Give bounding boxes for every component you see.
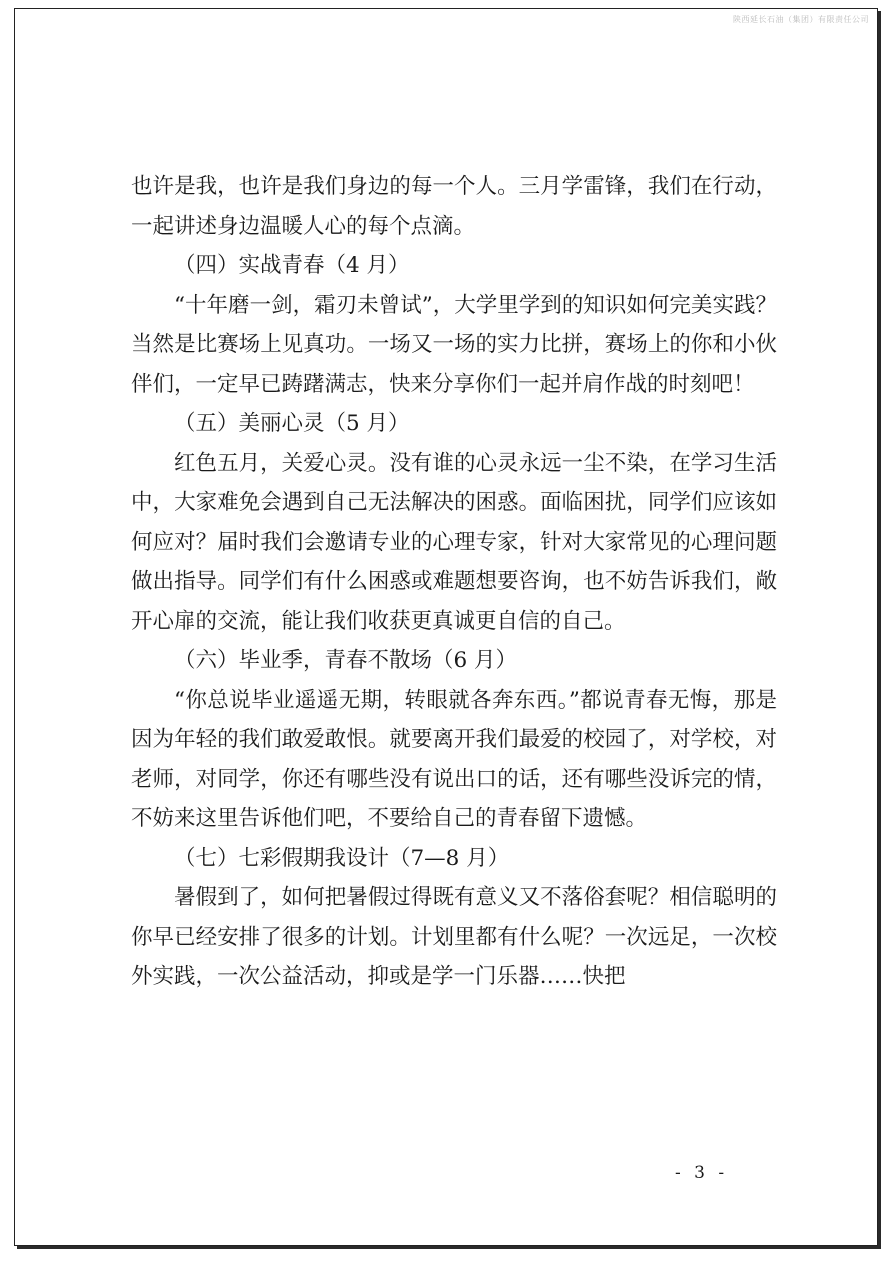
section-heading-7: （七）七彩假期我设计（7—8 月） <box>174 845 510 871</box>
paragraph-section-4: “十年磨一剑，霜刃未曾试”，大学里学到的知识如何完美实践？当然是比赛场上见真功。一场又一场的实力比拼，赛场上的你和小伙伴们，一定早已踌躇满志，快来分享你们一起并肩作战的时刻吧！ <box>131 292 777 397</box>
page-number: - 3 - <box>675 1163 729 1183</box>
paragraph-section-6: “你总说毕业遥遥无期，转眼就各奔东西。”都说青春无悔，那是因为年轻的我们敢爱敢恨。就要离开我们最爱的校园了，对学校，对老师，对同学，你还有哪些没有说出口的话，还有哪些没诉完的情，不妨来这里告诉他们吧，不要给自己的青春留下遗憾。 <box>131 687 777 831</box>
paragraph-section-7: 暑假到了，如何把暑假过得既有意义又不落俗套呢？相信聪明的你早已经安排了很多的计划。计划里都有什么呢？一次远足，一次校外实践，一次公益活动，抑或是学一门乐器……快把 <box>131 885 777 989</box>
paragraph-continuation: 也许是我，也许是我们身边的每一个人。三月学雷锋，我们在行动，一起讲述身边温暖人心的每个点滴。 <box>131 174 777 239</box>
section-heading-4: （四）实战青春（4 月） <box>174 253 410 278</box>
section-heading-5: （五）美丽心灵（5 月） <box>174 411 410 436</box>
document-body <box>131 167 777 997</box>
document-page <box>14 8 878 1246</box>
paragraph-section-5: 红色五月，关爱心灵。没有谁的心灵永远一尘不染，在学习生活中，大家难免会遇到自己无法解决的困惑。面临困扰，同学们应该如何应对？届时我们会邀请专业的心理专家，针对大家常见的心理问题做出指导。同学们有什么困惑或难题想要咨询，也不妨告诉我们，敞开心扉的交流，能让我们收获更真诚更自信的自己。 <box>131 450 777 634</box>
section-heading-6: （六）毕业季，青春不散场（6 月） <box>174 648 518 673</box>
header-watermark: 陕西延长石油（集团）有限责任公司 <box>733 15 869 24</box>
